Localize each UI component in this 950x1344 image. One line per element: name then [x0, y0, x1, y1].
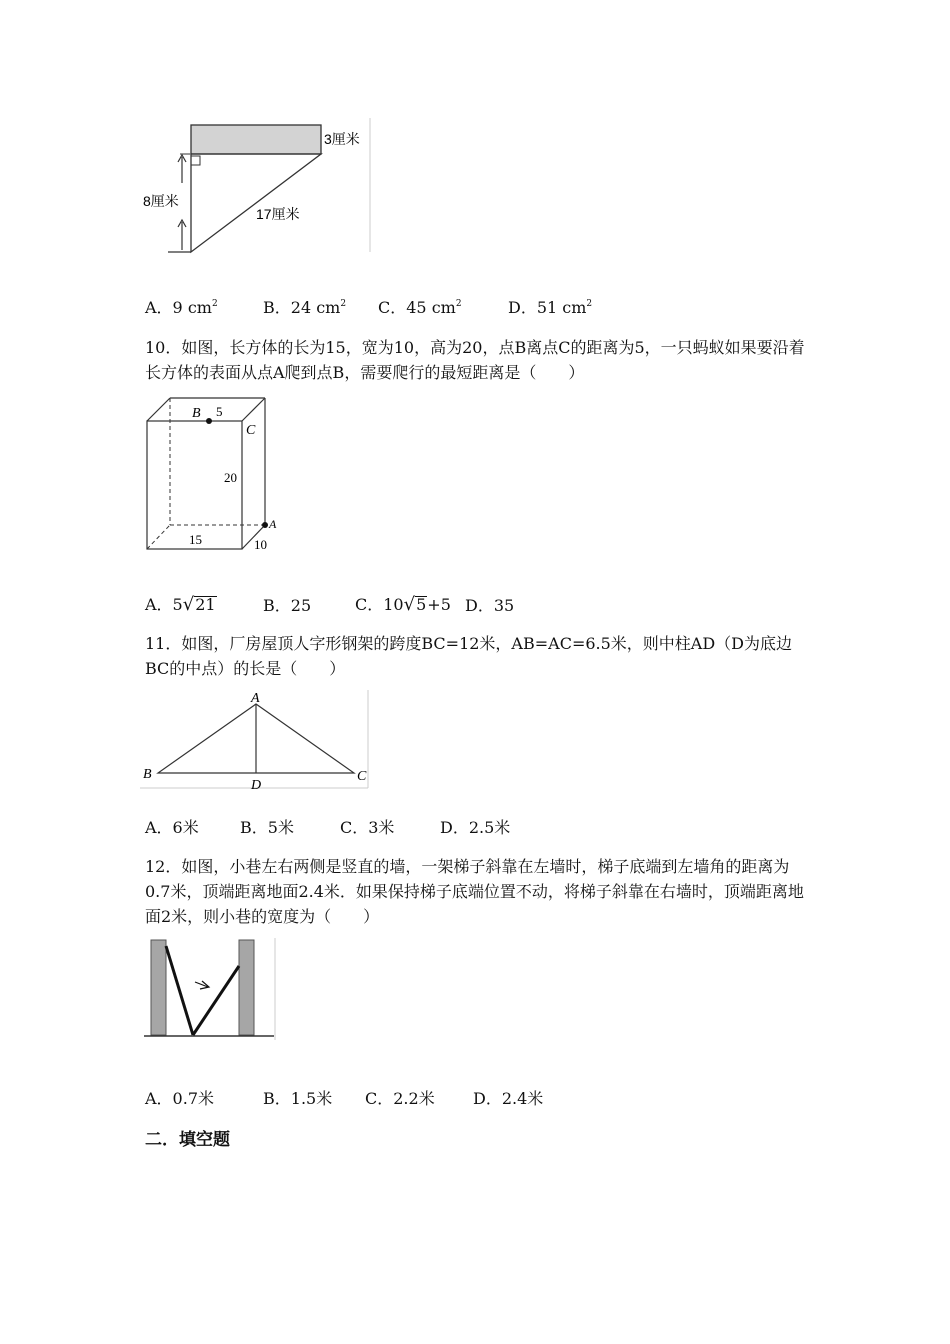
- q12-option-d: D．2.4米: [473, 1089, 544, 1108]
- q10-label-5: 5: [216, 404, 223, 419]
- q10-label-10: 10: [254, 537, 267, 552]
- q11-option-d: D．2.5米: [440, 818, 511, 837]
- q10-option-a: A．5√21: [145, 594, 216, 615]
- q9-option-c: C．45 $cm^2$: [378, 298, 462, 317]
- q12-text: 12．如图，小巷左右两侧是竖直的墙，一架梯子斜靠在左墙时，梯子底端到左墙角的距离为0.7米，顶端距离地面2.4米．如果保持梯子底端位置不动，将梯子斜靠在右墙时，顶端距离地面2米，则小巷的宽度为（ ）: [145, 857, 804, 926]
- q12-ladder-right: [193, 966, 239, 1035]
- q12-option-b: B．1.5米: [263, 1089, 333, 1108]
- q9-option-a: A．9 $cm^2$: [145, 298, 218, 317]
- q10-text: 10．如图，长方体的长为15，宽为10，高为20，点B离点C的距离为5，一只蚂蚁如果要沿着长方体的表面从点A爬到点B，需要爬行的最短距离是（ ）: [145, 338, 805, 382]
- q12-ladder-left: [166, 946, 193, 1035]
- q9-label-17cm: 17厘米: [256, 206, 300, 222]
- q11-label-b: B: [143, 767, 152, 782]
- q10-label-20: 20: [224, 470, 237, 485]
- q10-cuboid-figure: [140, 392, 290, 557]
- q10-point-b: [206, 418, 212, 424]
- section-heading: 二．填空题: [145, 1130, 230, 1150]
- q12-right-wall: [239, 940, 254, 1035]
- q10-label-15: 15: [189, 532, 202, 547]
- q9-figure: [140, 118, 380, 258]
- q11-label-a: A: [251, 691, 260, 706]
- q10-label-a: A: [269, 517, 277, 531]
- q9-right-angle-mark: [191, 156, 200, 165]
- q12-ladder-figure: [140, 936, 280, 1044]
- q10-label-c: C: [246, 423, 256, 438]
- q12-option-c: C．2.2米: [365, 1089, 435, 1108]
- q11-label-c: C: [357, 769, 367, 784]
- q10-point-a: [262, 522, 268, 528]
- q9-label-8cm: 8厘米: [143, 193, 179, 209]
- q11-text: 11．如图，厂房屋顶人字形钢架的跨度BC=12米，AB=AC=6.5米，则中柱AD（D为底边BC的中点）的长是（ ）: [145, 634, 793, 678]
- q9-option-d: D．51 $cm^2$: [508, 298, 593, 317]
- q11-label-d: D: [251, 778, 262, 793]
- q10-option-b: B．25: [263, 596, 312, 615]
- q10-option-d: D．35: [465, 596, 515, 615]
- q9-shaded-rect: [191, 125, 321, 154]
- q9-triangle: [191, 154, 321, 252]
- q10-option-c: C．10√5+5: [355, 594, 451, 615]
- q12-option-a: A．0.7米: [145, 1089, 215, 1108]
- q12-left-wall: [151, 940, 166, 1035]
- q11-option-c: C．3米: [340, 818, 395, 837]
- q11-truss-figure: [140, 688, 375, 798]
- q9-label-3cm: 3厘米: [324, 131, 360, 147]
- q10-label-b: B: [192, 406, 201, 421]
- q9-option-b: B．24 $cm^2$: [263, 298, 347, 317]
- q11-option-b: B．5米: [240, 818, 294, 837]
- q11-option-a: A．6米: [145, 818, 199, 837]
